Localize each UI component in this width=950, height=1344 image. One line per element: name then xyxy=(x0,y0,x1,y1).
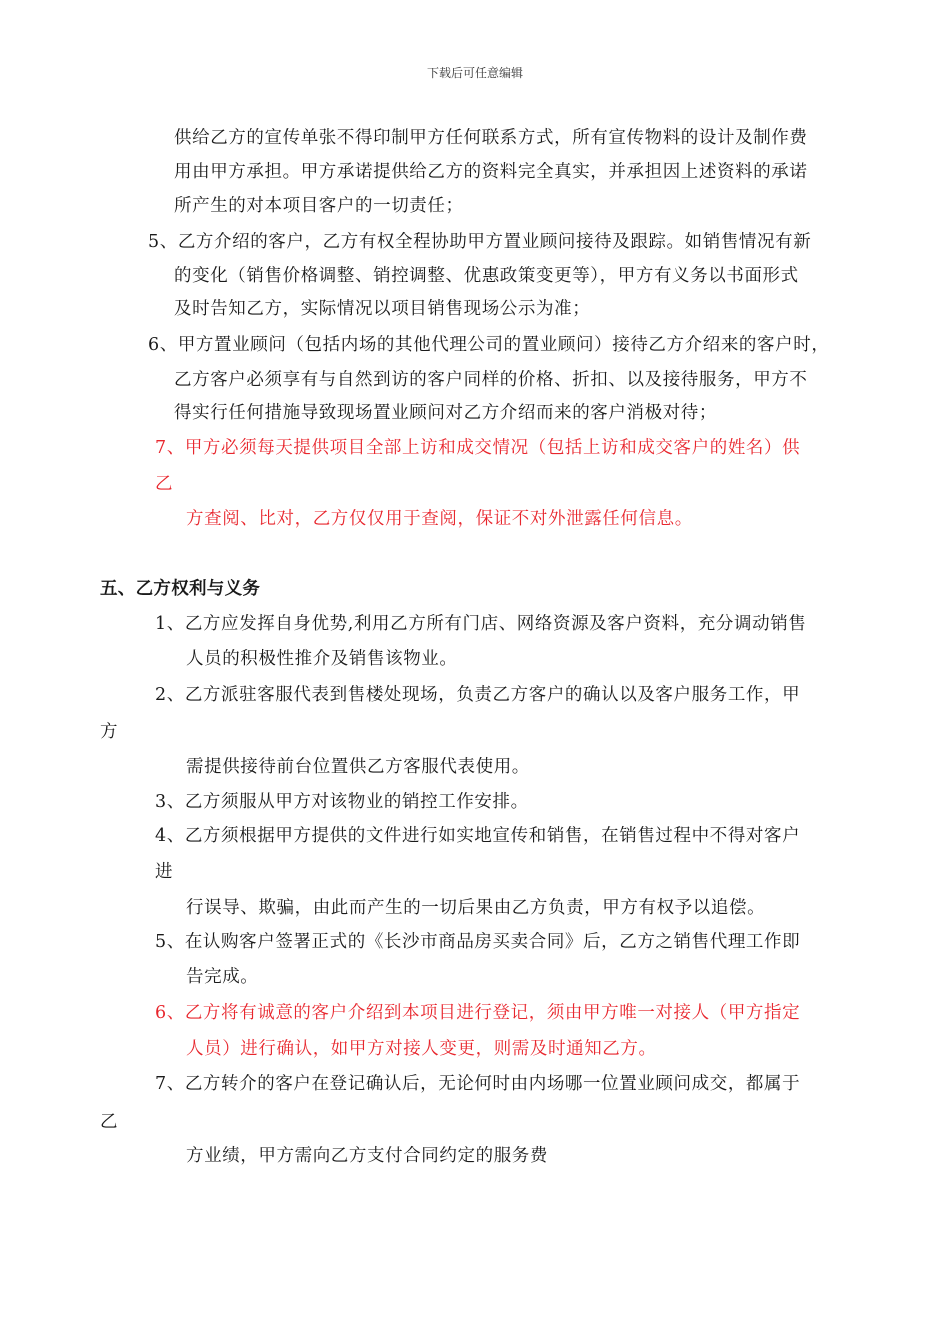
clause6-line1: 6、甲方置业顾问（包括内场的其他代理公司的置业顾问）接待乙方介绍来的客户时， xyxy=(148,335,830,355)
clause5-line3: 及时告知乙方，实际情况以项目销售现场公示为准； xyxy=(174,299,591,319)
item5-line1: 5、在认购客户签署正式的《长沙市商品房买卖合同》后，乙方之销售代理工作即 xyxy=(155,932,801,952)
item4-line3: 行误导、欺骗，由此而产生的一切后果由乙方负责，甲方有权予以追偿。 xyxy=(186,898,766,918)
item1-line2: 人员的积极性推介及销售该物业。 xyxy=(186,649,458,669)
clause5-line2: 的变化（销售价格调整、销控调整、优惠政策变更等），甲方有义务以书面形式 xyxy=(174,266,799,286)
clause6-line3: 得实行任何措施导致现场置业顾问对乙方介绍而来的客户消极对待； xyxy=(174,403,717,423)
page-header: 下载后可任意编辑 xyxy=(426,66,523,80)
clause7-line2: 乙 xyxy=(155,474,174,494)
clause4-cont-line2: 用由甲方承担。甲方承诺提供给乙方的资料完全真实，并承担因上述资料的承诺 xyxy=(174,162,808,182)
item2-line3: 需提供接待前台位置供乙方客服代表使用。 xyxy=(186,757,530,777)
item7-line1: 7、乙方转介的客户在登记确认后，无论何时由内场哪一位置业顾问成交，都属于 xyxy=(155,1074,801,1094)
item1-line1: 1、乙方应发挥自身优势,利用乙方所有门店、网络资源及客户资料，充分调动销售 xyxy=(155,614,807,634)
clause7-line1: 7、甲方必须每天提供项目全部上访和成交情况（包括上访和成交客户的姓名）供 xyxy=(155,438,801,458)
section-heading: 五、乙方权利与义务 xyxy=(100,579,261,599)
item6-line2: 人员）进行确认，如甲方对接人变更，则需及时通知乙方。 xyxy=(186,1039,657,1059)
clause6-line2: 乙方客户必须享有与自然到访的客户同样的价格、折扣、以及接待服务，甲方不 xyxy=(174,370,808,390)
item4-line1: 4、乙方须根据甲方提供的文件进行如实地宣传和销售，在销售过程中不得对客户 xyxy=(155,826,801,846)
item2-line1: 2、乙方派驻客服代表到售楼处现场，负责乙方客户的确认以及客户服务工作，甲 xyxy=(155,685,801,705)
item6-line1: 6、乙方将有诚意的客户介绍到本项目进行登记，须由甲方唯一对接人（甲方指定 xyxy=(155,1003,801,1023)
item2-line2: 方 xyxy=(100,722,119,742)
item7-line3: 方业绩，甲方需向乙方支付合同约定的服务费 xyxy=(186,1146,548,1166)
item5-line2: 告完成。 xyxy=(186,967,259,987)
clause7-line3: 方查阅、比对，乙方仅仅用于查阅，保证不对外泄露任何信息。 xyxy=(186,509,693,529)
clause5-line1: 5、乙方介绍的客户，乙方有权全程协助甲方置业顾问接待及跟踪。如销售情况有新 xyxy=(148,232,812,252)
clause4-cont-line3: 所产生的对本项目客户的一切责任； xyxy=(174,196,464,216)
item3-line1: 3、乙方须服从甲方对该物业的销控工作安排。 xyxy=(155,792,529,812)
item7-line2: 乙 xyxy=(100,1112,119,1132)
clause4-cont-line1: 供给乙方的宣传单张不得印制甲方任何联系方式，所有宣传物料的设计及制作费 xyxy=(174,128,808,148)
item4-line2: 进 xyxy=(155,862,174,882)
